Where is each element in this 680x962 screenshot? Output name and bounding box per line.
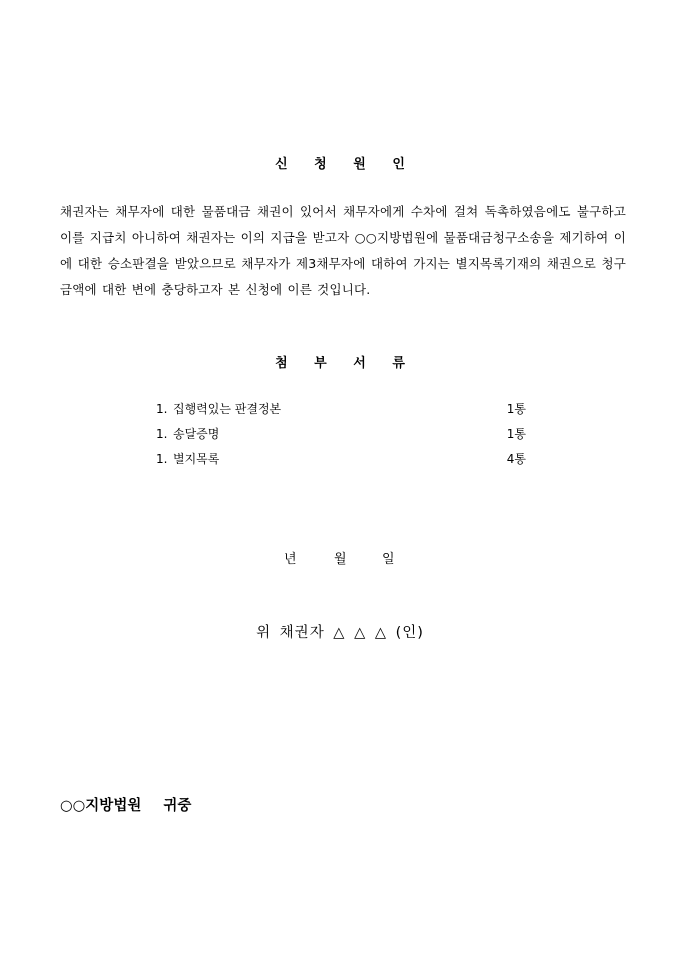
attachment-name: 별지목록 bbox=[173, 452, 220, 466]
court-name: ○○지방법원 bbox=[60, 798, 142, 814]
court-addressee bbox=[60, 794, 191, 815]
attachments-list bbox=[156, 397, 526, 472]
attachment-name: 집행력있는 판결정본 bbox=[173, 402, 282, 416]
attachment-count: 1통 bbox=[506, 402, 526, 416]
attachment-count: 1통 bbox=[506, 427, 526, 441]
reason-body-text: 채권자는 채무자에 대한 물품대금 채권이 있어서 채무자에게 수차에 걸쳐 독촉하였음에도 불구하고 이를 지급치 아니하여 채권자는 이의 지급을 받고자 ○○지방법원에 물품대금청구소송을 제기하여 이에 대한 승소판결을 받았으므로 채무자가 제3채무자에 대하여 가지는 별지목록기재의 채권으로 청구금액에 대한 변에 충당하고자 본 신청에 이른 것입니다. bbox=[60, 204, 626, 297]
attachment-number: 1. bbox=[156, 427, 168, 441]
attachment-item bbox=[156, 447, 526, 472]
date-year: 년 bbox=[284, 552, 297, 567]
reason-heading: 신 청 원 인 bbox=[275, 157, 416, 172]
date-line bbox=[0, 548, 680, 568]
court-recipient: 귀중 bbox=[163, 798, 192, 814]
attachment-number: 1. bbox=[156, 402, 168, 416]
attachment-name: 송달증명 bbox=[173, 427, 220, 441]
attachment-count: 4통 bbox=[506, 452, 526, 466]
date-month: 월 bbox=[334, 552, 347, 567]
attachments-heading: 첨 부 서 류 bbox=[275, 356, 416, 371]
creditor-signature-line: 위 채권자 △ △ △ (인) bbox=[256, 625, 424, 641]
attachment-item bbox=[156, 422, 526, 447]
attachment-number: 1. bbox=[156, 452, 168, 466]
date-day: 일 bbox=[382, 552, 395, 567]
attachment-item bbox=[156, 397, 526, 422]
